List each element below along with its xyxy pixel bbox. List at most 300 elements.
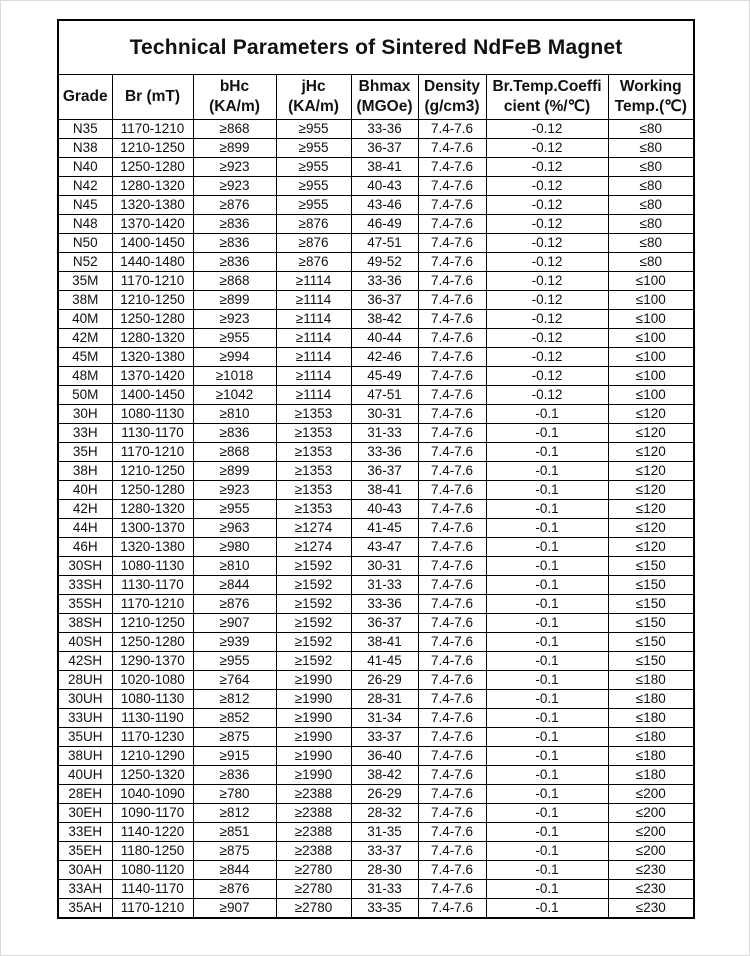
table-row — [58, 538, 694, 557]
table-cell: ≤180 — [608, 709, 694, 728]
table-cell: ≤120 — [608, 500, 694, 519]
table-row — [58, 576, 694, 595]
table-row — [58, 842, 694, 861]
grade-cell: 38UH — [58, 747, 112, 766]
table-cell: 40-43 — [351, 177, 418, 196]
table-cell: 49-52 — [351, 253, 418, 272]
table-cell: ≥1353 — [276, 443, 351, 462]
grade-cell: 40SH — [58, 633, 112, 652]
table-cell: ≤100 — [608, 367, 694, 386]
table-row — [58, 481, 694, 500]
table-cell: -0.1 — [486, 652, 608, 671]
column-header-line: Br (mT) — [124, 87, 181, 105]
table-cell: ≤180 — [608, 728, 694, 747]
table-cell: ≤120 — [608, 481, 694, 500]
table-cell: ≤230 — [608, 899, 694, 919]
grade-cell: 35UH — [58, 728, 112, 747]
grade-cell: 42M — [58, 329, 112, 348]
table-cell: 1280-1320 — [112, 329, 193, 348]
table-cell: ≤80 — [608, 158, 694, 177]
table-cell: 28-31 — [351, 690, 418, 709]
table-cell: ≥1990 — [276, 728, 351, 747]
grade-cell: 33UH — [58, 709, 112, 728]
table-cell: ≥851 — [193, 823, 276, 842]
table-cell: ≤180 — [608, 690, 694, 709]
column-header — [608, 75, 694, 120]
grade-cell: 35SH — [58, 595, 112, 614]
table-cell: 1080-1130 — [112, 690, 193, 709]
table-cell: ≤80 — [608, 196, 694, 215]
table-cell: ≤100 — [608, 291, 694, 310]
table-cell: 1130-1170 — [112, 576, 193, 595]
table-cell: ≥1274 — [276, 519, 351, 538]
table-cell: -0.12 — [486, 253, 608, 272]
table-cell: ≥2388 — [276, 823, 351, 842]
title-row — [58, 20, 694, 75]
table-cell: ≥1274 — [276, 538, 351, 557]
table-row — [58, 595, 694, 614]
table-cell: -0.12 — [486, 367, 608, 386]
column-header-line: jHc — [301, 77, 326, 95]
table-cell: ≤150 — [608, 652, 694, 671]
grade-cell: 35AH — [58, 899, 112, 919]
column-header — [418, 75, 486, 120]
table-cell: -0.12 — [486, 291, 608, 310]
table-cell: 30-31 — [351, 405, 418, 424]
table-cell: ≥955 — [276, 120, 351, 139]
table-cell: -0.1 — [486, 405, 608, 424]
table-cell: ≥836 — [193, 234, 276, 253]
table-cell: ≥955 — [193, 500, 276, 519]
column-header-line: (KA/m) — [209, 98, 260, 115]
table-cell: 7.4-7.6 — [418, 652, 486, 671]
table-cell: 38-42 — [351, 766, 418, 785]
column-header-line: bHc — [219, 77, 250, 95]
table-row — [58, 804, 694, 823]
table-cell: ≥836 — [193, 215, 276, 234]
header-row — [58, 75, 694, 120]
table-cell: 7.4-7.6 — [418, 196, 486, 215]
grade-cell: 45M — [58, 348, 112, 367]
table-cell: ≥875 — [193, 728, 276, 747]
table-cell: -0.1 — [486, 576, 608, 595]
table-cell: 38-41 — [351, 158, 418, 177]
table-cell: -0.1 — [486, 861, 608, 880]
grade-cell: N42 — [58, 177, 112, 196]
table-cell: -0.1 — [486, 842, 608, 861]
table-cell: ≥1592 — [276, 576, 351, 595]
table-cell: ≥2388 — [276, 785, 351, 804]
table-cell: ≥876 — [193, 595, 276, 614]
table-cell: ≥1018 — [193, 367, 276, 386]
table-row — [58, 120, 694, 139]
table-cell: 7.4-7.6 — [418, 671, 486, 690]
table-cell: -0.12 — [486, 139, 608, 158]
table-cell: ≥876 — [193, 880, 276, 899]
table-row — [58, 880, 694, 899]
table-cell: 1210-1290 — [112, 747, 193, 766]
table-cell: 31-35 — [351, 823, 418, 842]
table-cell: 1170-1230 — [112, 728, 193, 747]
table-cell: 1080-1130 — [112, 405, 193, 424]
table-cell: 1140-1220 — [112, 823, 193, 842]
table-cell: 7.4-7.6 — [418, 519, 486, 538]
table-cell: ≥1114 — [276, 348, 351, 367]
table-cell: 36-37 — [351, 462, 418, 481]
table-cell: 1180-1250 — [112, 842, 193, 861]
table-cell: ≥1353 — [276, 424, 351, 443]
table-row — [58, 462, 694, 481]
table-head — [58, 20, 694, 120]
table-cell: 40-44 — [351, 329, 418, 348]
table-cell: ≥876 — [276, 234, 351, 253]
grade-cell: 33AH — [58, 880, 112, 899]
table-cell: 7.4-7.6 — [418, 633, 486, 652]
table-row — [58, 310, 694, 329]
table-cell: 7.4-7.6 — [418, 481, 486, 500]
table-cell: 1250-1320 — [112, 766, 193, 785]
table-cell: -0.12 — [486, 386, 608, 405]
column-header — [58, 75, 112, 120]
table-row — [58, 557, 694, 576]
table-body — [58, 120, 694, 919]
table-cell: ≥1042 — [193, 386, 276, 405]
table-row — [58, 633, 694, 652]
table-cell: ≤80 — [608, 139, 694, 158]
grade-cell: 40H — [58, 481, 112, 500]
grade-cell: 30SH — [58, 557, 112, 576]
table-cell: -0.12 — [486, 310, 608, 329]
table-cell: 1280-1320 — [112, 500, 193, 519]
table-cell: ≥2780 — [276, 880, 351, 899]
table-cell: ≥764 — [193, 671, 276, 690]
table-cell: 36-40 — [351, 747, 418, 766]
table-cell: ≥1990 — [276, 766, 351, 785]
table-cell: 7.4-7.6 — [418, 861, 486, 880]
table-cell: ≥1114 — [276, 291, 351, 310]
table-cell: 42-46 — [351, 348, 418, 367]
table-cell: ≤80 — [608, 215, 694, 234]
table-cell: -0.12 — [486, 120, 608, 139]
table-cell: 47-51 — [351, 386, 418, 405]
table-cell: 7.4-7.6 — [418, 500, 486, 519]
table-cell: ≤150 — [608, 595, 694, 614]
table-cell: ≥1114 — [276, 329, 351, 348]
grade-cell: N48 — [58, 215, 112, 234]
grade-cell: 42H — [58, 500, 112, 519]
table-cell: 41-45 — [351, 519, 418, 538]
table-cell: 7.4-7.6 — [418, 367, 486, 386]
table-cell: 7.4-7.6 — [418, 557, 486, 576]
table-cell: 1040-1090 — [112, 785, 193, 804]
grade-cell: 28EH — [58, 785, 112, 804]
column-header — [486, 75, 608, 120]
table-cell: 7.4-7.6 — [418, 709, 486, 728]
table-row — [58, 766, 694, 785]
table-cell: 1250-1280 — [112, 633, 193, 652]
grade-cell: 38H — [58, 462, 112, 481]
table-cell: ≥994 — [193, 348, 276, 367]
table-cell: 7.4-7.6 — [418, 386, 486, 405]
table-cell: 7.4-7.6 — [418, 443, 486, 462]
table-cell: 7.4-7.6 — [418, 785, 486, 804]
table-cell: ≤120 — [608, 443, 694, 462]
table-cell: -0.1 — [486, 614, 608, 633]
table-cell: -0.1 — [486, 519, 608, 538]
table-cell: -0.12 — [486, 158, 608, 177]
table-cell: ≥1592 — [276, 652, 351, 671]
table-cell: 38-41 — [351, 633, 418, 652]
table-cell: ≥939 — [193, 633, 276, 652]
table-cell: 1400-1450 — [112, 386, 193, 405]
table-cell: -0.1 — [486, 462, 608, 481]
table-cell: -0.1 — [486, 804, 608, 823]
table-cell: ≤100 — [608, 310, 694, 329]
table-cell: ≥1990 — [276, 690, 351, 709]
table-cell: ≥2388 — [276, 842, 351, 861]
table-cell: ≥876 — [193, 196, 276, 215]
table-cell: ≤150 — [608, 633, 694, 652]
table-cell: ≥1990 — [276, 671, 351, 690]
table-cell: -0.12 — [486, 348, 608, 367]
table-cell: 1320-1380 — [112, 196, 193, 215]
table-cell: 43-47 — [351, 538, 418, 557]
table-cell: 1080-1120 — [112, 861, 193, 880]
table-cell: 33-36 — [351, 120, 418, 139]
table-row — [58, 652, 694, 671]
table-cell: 31-33 — [351, 424, 418, 443]
table-cell: ≥955 — [193, 652, 276, 671]
table-cell: 1210-1250 — [112, 462, 193, 481]
table-cell: 7.4-7.6 — [418, 804, 486, 823]
grade-cell: 30UH — [58, 690, 112, 709]
column-header-line: (MGOe) — [356, 98, 413, 115]
table-row — [58, 690, 694, 709]
grade-cell: 38M — [58, 291, 112, 310]
table-cell: 28-30 — [351, 861, 418, 880]
table-cell: ≤150 — [608, 576, 694, 595]
table-cell: ≥899 — [193, 139, 276, 158]
column-header-line: Density — [424, 77, 480, 95]
table-cell: 36-37 — [351, 139, 418, 158]
table-cell: 7.4-7.6 — [418, 842, 486, 861]
table-cell: ≥955 — [276, 177, 351, 196]
table-cell: ≥836 — [193, 766, 276, 785]
table-cell: 7.4-7.6 — [418, 576, 486, 595]
table-cell: ≥844 — [193, 576, 276, 595]
table-cell: ≤180 — [608, 766, 694, 785]
table-row — [58, 728, 694, 747]
table-cell: 7.4-7.6 — [418, 139, 486, 158]
grade-cell: 44H — [58, 519, 112, 538]
table-row — [58, 329, 694, 348]
column-header — [193, 75, 276, 120]
table-cell: -0.1 — [486, 443, 608, 462]
grade-cell: 28UH — [58, 671, 112, 690]
table-cell: 7.4-7.6 — [418, 310, 486, 329]
table-cell: 31-33 — [351, 880, 418, 899]
table-cell: 7.4-7.6 — [418, 253, 486, 272]
grade-cell: 33H — [58, 424, 112, 443]
table-cell: -0.1 — [486, 481, 608, 500]
table-cell: -0.1 — [486, 538, 608, 557]
grade-cell: 42SH — [58, 652, 112, 671]
table-row — [58, 139, 694, 158]
table-row — [58, 405, 694, 424]
table-cell: 1130-1190 — [112, 709, 193, 728]
table-cell: ≥1353 — [276, 405, 351, 424]
table-cell: 7.4-7.6 — [418, 177, 486, 196]
table-cell: 7.4-7.6 — [418, 614, 486, 633]
table-cell: ≥2780 — [276, 899, 351, 919]
table-cell: 7.4-7.6 — [418, 272, 486, 291]
table-cell: 31-34 — [351, 709, 418, 728]
table-row — [58, 709, 694, 728]
table-cell: ≥2388 — [276, 804, 351, 823]
table-cell: 1370-1420 — [112, 367, 193, 386]
table-cell: ≤230 — [608, 861, 694, 880]
table-cell: -0.1 — [486, 500, 608, 519]
table-row — [58, 443, 694, 462]
table-cell: 7.4-7.6 — [418, 728, 486, 747]
table-cell: ≥1114 — [276, 367, 351, 386]
table-cell: ≤120 — [608, 424, 694, 443]
table-cell: 7.4-7.6 — [418, 329, 486, 348]
table-cell: ≥1114 — [276, 272, 351, 291]
table-cell: 33-36 — [351, 595, 418, 614]
grade-cell: 30H — [58, 405, 112, 424]
grade-cell: 30AH — [58, 861, 112, 880]
column-header — [276, 75, 351, 120]
column-header-line: cient (%/℃) — [503, 98, 591, 115]
table-cell: ≤120 — [608, 405, 694, 424]
column-header-line: Br.Temp.Coeffi — [492, 77, 602, 95]
table-cell: 1130-1170 — [112, 424, 193, 443]
column-header-line: (KA/m) — [288, 98, 339, 115]
grade-cell: N38 — [58, 139, 112, 158]
table-cell: ≤150 — [608, 557, 694, 576]
table-cell: 7.4-7.6 — [418, 690, 486, 709]
table-row — [58, 158, 694, 177]
grade-cell: 33SH — [58, 576, 112, 595]
table-cell: ≥1114 — [276, 310, 351, 329]
table-row — [58, 177, 694, 196]
table-cell: ≤100 — [608, 272, 694, 291]
table-cell: ≥876 — [276, 253, 351, 272]
table-row — [58, 215, 694, 234]
table-cell: ≥1353 — [276, 500, 351, 519]
table-cell: ≥868 — [193, 120, 276, 139]
table-cell: ≥780 — [193, 785, 276, 804]
table-cell: 33-35 — [351, 899, 418, 919]
grade-cell: 40M — [58, 310, 112, 329]
table-cell: 26-29 — [351, 785, 418, 804]
table-cell: ≥955 — [276, 196, 351, 215]
table-cell: 7.4-7.6 — [418, 158, 486, 177]
table-cell: ≤120 — [608, 462, 694, 481]
table-cell: 1080-1130 — [112, 557, 193, 576]
table-cell: 47-51 — [351, 234, 418, 253]
table-cell: ≥923 — [193, 310, 276, 329]
table-row — [58, 367, 694, 386]
table-row — [58, 823, 694, 842]
table-cell: 26-29 — [351, 671, 418, 690]
table-cell: 31-33 — [351, 576, 418, 595]
table-cell: 7.4-7.6 — [418, 405, 486, 424]
table-cell: 28-32 — [351, 804, 418, 823]
table-cell: 7.4-7.6 — [418, 234, 486, 253]
table-cell: 40-43 — [351, 500, 418, 519]
table-cell: 7.4-7.6 — [418, 291, 486, 310]
table-row — [58, 785, 694, 804]
grade-cell: N52 — [58, 253, 112, 272]
table-cell: 36-37 — [351, 614, 418, 633]
table-cell: ≤200 — [608, 823, 694, 842]
table-cell: 1170-1210 — [112, 899, 193, 919]
table-cell: ≥923 — [193, 481, 276, 500]
table-cell: 7.4-7.6 — [418, 880, 486, 899]
table-cell: ≤80 — [608, 234, 694, 253]
table-cell: 1290-1370 — [112, 652, 193, 671]
table-cell: 1020-1080 — [112, 671, 193, 690]
column-header-line: (g/cm3) — [424, 98, 480, 115]
table-cell: ≥915 — [193, 747, 276, 766]
table-cell: ≥899 — [193, 462, 276, 481]
table-cell: ≥1990 — [276, 709, 351, 728]
table-cell: ≥1592 — [276, 595, 351, 614]
table-row — [58, 272, 694, 291]
table-row — [58, 348, 694, 367]
table-row — [58, 899, 694, 919]
grade-cell: 40UH — [58, 766, 112, 785]
table-cell: 1280-1320 — [112, 177, 193, 196]
table-row — [58, 519, 694, 538]
table-cell: 33-37 — [351, 728, 418, 747]
table-cell: -0.1 — [486, 424, 608, 443]
column-header — [112, 75, 193, 120]
table-cell: 1320-1380 — [112, 348, 193, 367]
table-cell: ≥923 — [193, 158, 276, 177]
table-cell: -0.1 — [486, 899, 608, 919]
table-cell: ≤200 — [608, 842, 694, 861]
table-cell: ≥868 — [193, 272, 276, 291]
table-cell: 1170-1210 — [112, 120, 193, 139]
table-row — [58, 614, 694, 633]
table-cell: 36-37 — [351, 291, 418, 310]
table-cell: 7.4-7.6 — [418, 462, 486, 481]
table-cell: 1210-1250 — [112, 614, 193, 633]
table-cell: ≥907 — [193, 899, 276, 919]
column-header-line: Working — [619, 77, 682, 95]
table-cell: 7.4-7.6 — [418, 899, 486, 919]
table-cell: 33-36 — [351, 272, 418, 291]
table-cell: -0.1 — [486, 785, 608, 804]
table-cell: ≥1592 — [276, 633, 351, 652]
table-cell: -0.12 — [486, 215, 608, 234]
table-cell: -0.1 — [486, 595, 608, 614]
table-row — [58, 196, 694, 215]
grade-cell: 35M — [58, 272, 112, 291]
table-cell: ≤80 — [608, 253, 694, 272]
table-cell: 1250-1280 — [112, 158, 193, 177]
grade-cell: 50M — [58, 386, 112, 405]
column-header-line: Temp.(℃) — [614, 98, 687, 115]
table-cell: 7.4-7.6 — [418, 823, 486, 842]
table-cell: 38-41 — [351, 481, 418, 500]
table-row — [58, 386, 694, 405]
table-cell: 33-36 — [351, 443, 418, 462]
table-cell: ≥955 — [193, 329, 276, 348]
